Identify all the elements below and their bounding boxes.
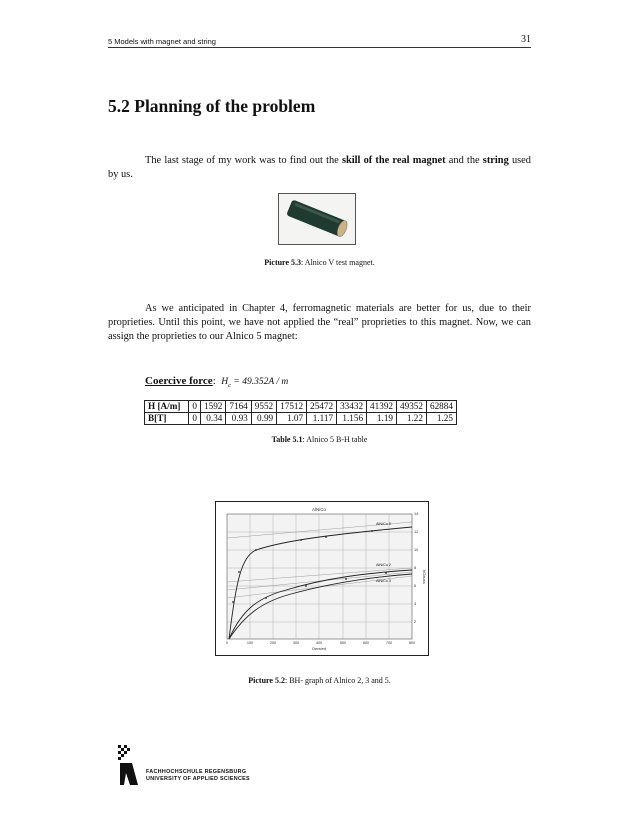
x-tick: 400 — [315, 641, 323, 645]
x-tick: 500 — [339, 641, 347, 645]
y-tick: 14 — [414, 512, 419, 516]
table-cell: 1.156 — [337, 413, 367, 425]
coercive-colon: : — [212, 375, 216, 387]
magnet-illustration — [279, 194, 355, 244]
table-cell: 1.22 — [397, 413, 427, 425]
x-tick: 100 — [246, 641, 254, 645]
table-cell: 1592 — [201, 401, 226, 413]
section-title: 5.2 Planning of the problem — [108, 96, 316, 116]
magnet-photo — [278, 193, 356, 245]
y-tick: 12 — [414, 530, 419, 534]
table-cell: 0.34 — [201, 413, 226, 425]
curve-label-alnico3: AlNiCo 3 — [376, 579, 391, 583]
bh-graph-figure — [215, 501, 429, 656]
table-row-b — [145, 413, 457, 425]
logo-line-1: FACHHOCHSCHULE REGENSBURG — [146, 769, 247, 775]
proprieties-text: As we anticipated in Chapter 4, ferromagnetic materials are better for us, due to their proprieties. Until this point, we have not applied the “real” proprieties to this magnet. Now, we can assign the proprieties to our Alnico 5 magnet: — [108, 303, 531, 342]
graph-caption — [108, 676, 531, 685]
logo-line-2: UNIVERSITY OF APPLIED SCIENCES — [146, 776, 250, 782]
intro-bold-b: string — [482, 155, 509, 166]
bh-table — [144, 400, 457, 425]
coercive-force — [145, 375, 288, 389]
x-tick: 200 — [269, 641, 277, 645]
magnet-caption-label: Picture 5.3 — [264, 258, 302, 267]
table-cell: 0.93 — [226, 413, 251, 425]
y-tick: 6 — [414, 584, 417, 588]
table-cell: 1.117 — [307, 413, 337, 425]
table-cell: 0 — [189, 401, 201, 413]
table-caption-label: Table 5.1 — [271, 435, 303, 444]
coercive-value: = 49.352A / m — [231, 377, 289, 387]
magnet-caption — [108, 258, 531, 267]
x-tick: 700 — [385, 641, 393, 645]
table-cell: 9552 — [251, 401, 276, 413]
intro-text-b: and the — [445, 155, 483, 166]
table-cell: 0.99 — [251, 413, 276, 425]
table-cell: 33432 — [337, 401, 367, 413]
intro-paragraph — [108, 154, 531, 182]
intro-text-a: The last stage of my work was to find out the — [145, 155, 342, 166]
page-number: 31 — [521, 34, 531, 45]
table-cell: 1.07 — [277, 413, 307, 425]
y-axis-label: kGauss — [422, 570, 427, 584]
x-tick: 800 — [408, 641, 416, 645]
intro-text-c: used by us. — [108, 155, 531, 180]
table-cell: 41392 — [367, 401, 397, 413]
graph-caption-label: Picture 5.2 — [248, 676, 285, 685]
y-tick: 4 — [414, 602, 417, 606]
x-tick: 600 — [362, 641, 370, 645]
x-axis-label: Oersted — [311, 646, 327, 651]
magnet-caption-text: : Alnico V test magnet. — [301, 258, 375, 267]
logo-mark-icon — [118, 745, 142, 785]
table-row-h — [145, 401, 457, 413]
curve-label-alnico5: AlNiCo 5 — [376, 522, 391, 526]
table-cell: 49352 — [397, 401, 427, 413]
table-caption — [108, 435, 531, 444]
table-cell: 7164 — [226, 401, 251, 413]
coercive-force-label: Coercive force — [145, 375, 213, 387]
table-cell: 17512 — [277, 401, 307, 413]
row-header-b: B[T] — [145, 413, 189, 425]
table-cell: 0 — [189, 413, 201, 425]
coercive-symbol: H — [221, 377, 229, 387]
y-tick: 10 — [414, 548, 419, 552]
coercive-equation — [221, 377, 288, 387]
header-rule — [108, 47, 531, 48]
table-cell: 1.25 — [426, 413, 456, 425]
running-header: 5 Models with magnet and string — [108, 37, 216, 46]
y-tick: 2 — [414, 620, 417, 624]
graph-caption-text: : BH- graph of Alnico 2, 3 and 5. — [284, 676, 391, 685]
table-caption-text: : Alnico 5 B-H table — [302, 435, 368, 444]
bh-graph — [216, 502, 428, 655]
row-header-h: H [A/m] — [145, 401, 189, 413]
coercive-subscript: c — [228, 381, 232, 389]
university-logo — [118, 745, 268, 785]
x-tick: 300 — [292, 641, 300, 645]
table-cell: 25472 — [307, 401, 337, 413]
graph-title: AlNiCo — [311, 507, 327, 512]
table-cell: 1.19 — [367, 413, 397, 425]
logo-text — [146, 769, 250, 783]
curve-label-alnico2: AlNiCo 2 — [376, 563, 391, 567]
y-tick: 8 — [414, 566, 417, 570]
intro-bold-a: skill of the real magnet — [341, 155, 446, 166]
x-tick: 0 — [225, 641, 229, 645]
proprieties-paragraph — [108, 302, 531, 344]
table-cell: 62884 — [426, 401, 456, 413]
